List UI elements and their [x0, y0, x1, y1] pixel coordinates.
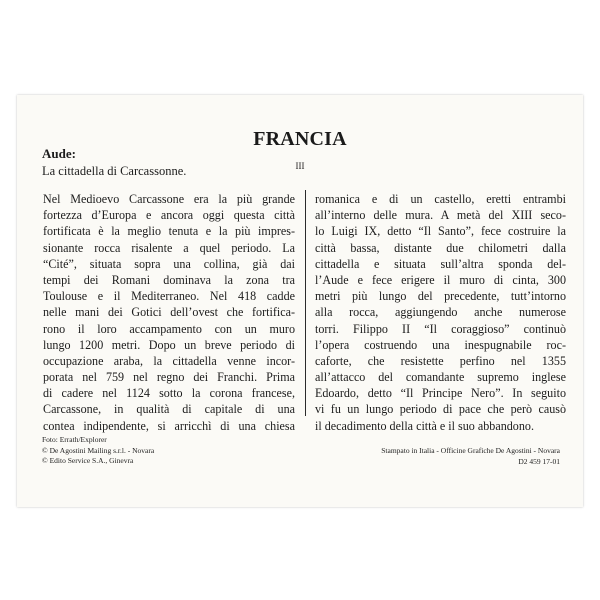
- text-line: alla rocca, aggiungendo anche numerose: [315, 305, 566, 320]
- text-line: il decadimento della città e il suo abbandono.: [315, 418, 534, 433]
- text-line: cittadella e situata sull’altra sponda del-: [315, 256, 566, 271]
- credit-line: © Edito Service S.A., Ginevra: [42, 456, 134, 465]
- text-line: città bassa, distante due chilometri dalla: [315, 240, 566, 255]
- text-line: porata nel 759 nel regno dei Franchi. Prima: [43, 370, 295, 385]
- text-line: metri più lungo del precedente, tutt’intorno: [315, 289, 566, 304]
- printer-line: Stampato in Italia - Officine Grafiche De Agostini - Novara: [381, 446, 560, 455]
- text-line: Edoardo, detto “Il Principe Nero”. In seguito: [315, 386, 566, 401]
- credit-line: © De Agostini Mailing s.r.l. - Novara: [42, 445, 155, 455]
- text-line: torri. Filippo II “Il coraggioso” continuò: [315, 321, 566, 336]
- text-line: sionante rocca risalente a quel periodo. La: [43, 240, 295, 255]
- text-line: romanica e di un castello, eretti entrambi: [315, 192, 566, 206]
- page-number: III: [295, 161, 305, 171]
- left-text-column: [43, 191, 295, 434]
- text-line: all’attacco del comandante supremo inglese: [315, 370, 566, 385]
- printer-credits: [330, 446, 560, 467]
- subtitle: La cittadella di Carcassonne.: [42, 164, 187, 178]
- text-line: tempi dei Romani dominava la zona tra: [43, 272, 295, 287]
- text-line: “Cité”, situata sopra una collina, già dai: [43, 256, 295, 271]
- text-line: l’opera costruendo una inespugnabile roc-: [315, 337, 566, 352]
- text-line: contea indipendente, si arricchì di una chiesa: [43, 418, 295, 433]
- text-line: occupazione araba, la cittadella venne incor-: [43, 353, 295, 368]
- region-label: Aude:: [42, 146, 76, 161]
- text-line: Toulouse e il Mediterraneo. Nel 418 cadde: [43, 289, 295, 304]
- text-line: Carcassone, in qualità di capitale di una: [43, 402, 295, 417]
- text-line: rono il loro accampamento con un muro: [43, 321, 295, 336]
- catalog-code: D2 459 17-01: [518, 456, 560, 466]
- text-line: fortezza d’Europa e ancora oggi questa città: [43, 208, 295, 223]
- page-title: FRANCIA: [253, 128, 347, 150]
- text-line: caforte, che resistette perfino nel 1355: [315, 353, 566, 368]
- text-line: lungo 1200 metri. Dopo un breve periodo di: [43, 337, 295, 352]
- text-line: di cadere nel 1124 sotto la corona francese,: [43, 386, 295, 401]
- column-divider: [305, 190, 306, 416]
- text-line: vi fu un lungo periodo di pace che però causò: [315, 402, 566, 417]
- right-text-column: [315, 191, 566, 434]
- text-line: fortificata è la meglio tenuta e la più impres-: [43, 224, 295, 239]
- credit-line: Foto: Errath/Explorer: [42, 435, 107, 444]
- text-line: nelle mani dei Gotici dell’ovest che fortifica-: [43, 305, 295, 320]
- text-line: Nel Medioevo Carcassone era la più grande: [43, 192, 295, 206]
- text-line: lo Luigi IX, detto “Il Santo”, fece costruire la: [315, 224, 566, 239]
- text-line: l’Aude e fece erigere il muro di cinta, 300: [315, 272, 566, 287]
- text-line: all’interno delle mura. A metà del XIII seco-: [315, 208, 566, 223]
- photo-credits: [42, 435, 154, 467]
